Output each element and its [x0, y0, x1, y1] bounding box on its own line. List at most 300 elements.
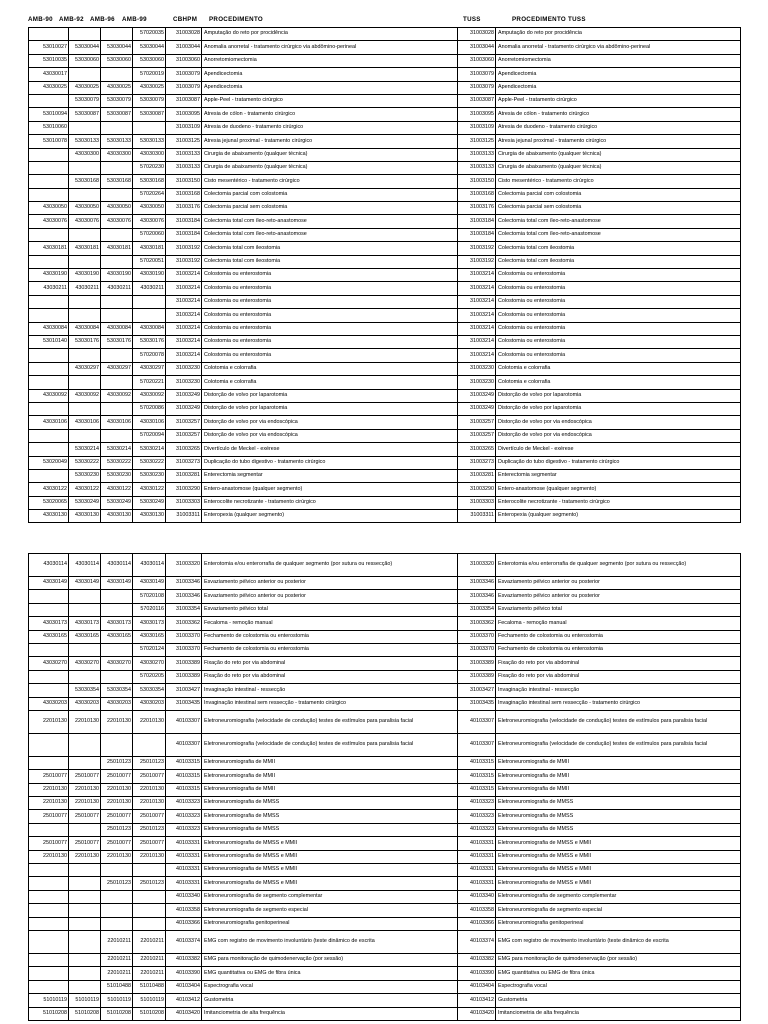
cbhpm-cell: 31003214 [166, 269, 202, 282]
amb90-cell: 43030211 [29, 282, 69, 295]
amb99-cell: 43030297 [133, 362, 166, 375]
table-row [29, 684, 741, 697]
procedimento-cell: Fixação do reto por via abdominal [202, 657, 458, 670]
amb96-cell: 43030297 [101, 362, 133, 375]
amb99-cell: 53030354 [133, 684, 166, 697]
amb99-cell: 53030044 [133, 41, 166, 54]
amb90-cell [29, 255, 69, 268]
procedimento-tuss-cell: Colostomia ou enterostomia [496, 335, 741, 348]
amb92-cell [69, 603, 101, 616]
amb90-cell: 53010078 [29, 135, 69, 148]
procedimento-cell: Eletroneuromiografia (velocidade de condução) testes de estímulos para paralisia facial [202, 733, 458, 756]
amb92-cell: 43030203 [69, 697, 101, 710]
procedimento-cell: Esvaziamento pélvico anterior ou posterior [202, 590, 458, 603]
amb92-cell: 43030106 [69, 416, 101, 429]
tuss-cell: 40103307 [458, 733, 496, 756]
amb90-cell: 43030114 [29, 554, 69, 577]
amb96-cell: 22010130 [101, 797, 133, 810]
cbhpm-cell: 40103315 [166, 770, 202, 783]
table-row [29, 215, 741, 228]
table-row [29, 94, 741, 107]
amb92-cell [69, 980, 101, 993]
tuss-cell: 40103315 [458, 783, 496, 796]
amb96-cell: 53030214 [101, 443, 133, 456]
amb96-cell: 53030222 [101, 456, 133, 469]
cbhpm-cell: 31003214 [166, 322, 202, 335]
amb90-cell: 22010130 [29, 710, 69, 733]
tuss-cell: 40103331 [458, 850, 496, 863]
amb90-cell: 53010140 [29, 335, 69, 348]
amb99-cell: 53030176 [133, 335, 166, 348]
procedimento-cell: Eletroneuromiografia de MMSS e MMII [202, 850, 458, 863]
tuss-cell: 31003303 [458, 496, 496, 509]
amb99-cell: 43030050 [133, 202, 166, 215]
amb96-cell: 53030079 [101, 94, 133, 107]
procedimento-tuss-cell: Enteropexia (qualquer segmento) [496, 510, 741, 523]
amb90-cell: 25010077 [29, 770, 69, 783]
amb90-cell [29, 877, 69, 890]
amb99-cell: 43030300 [133, 148, 166, 161]
table-row [29, 783, 741, 796]
amb90-cell [29, 890, 69, 903]
procedimento-tuss-cell: Colectomia parcial sem colostomia [496, 202, 741, 215]
amb90-cell [29, 967, 69, 980]
procedimento-tuss-cell: Eletroneuromiografia de MMSS [496, 810, 741, 823]
amb96-cell [101, 917, 133, 930]
amb90-cell [29, 94, 69, 107]
amb99-cell: 25010123 [133, 823, 166, 836]
amb90-cell [29, 175, 69, 188]
amb99-cell: 53030060 [133, 54, 166, 67]
cbhpm-cell: 31003249 [166, 402, 202, 415]
tuss-cell: 31003435 [458, 697, 496, 710]
procedimento-cell: Colostomia ou enterostomia [202, 282, 458, 295]
procedimento-cell: Divertículo de Meckel - exérese [202, 443, 458, 456]
amb92-cell [69, 402, 101, 415]
amb96-cell: 43030025 [101, 81, 133, 94]
amb92-cell: 25010077 [69, 837, 101, 850]
procedimento-tuss-cell: EMG para monitoração de quimodenervação (por sessão) [496, 953, 741, 966]
tuss-cell: 40103358 [458, 904, 496, 917]
cbhpm-cell: 40103315 [166, 756, 202, 769]
procedimento-tuss-cell: Amputação do reto por procidência [496, 28, 741, 41]
tuss-cell: 31003389 [458, 657, 496, 670]
procedimento-cell: Eletroneuromiografia de MMSS e MMII [202, 864, 458, 877]
tuss-cell: 31003249 [458, 389, 496, 402]
amb90-cell [29, 376, 69, 389]
amb92-cell: 53030168 [69, 175, 101, 188]
procedimento-cell: Distorção de volvo por laparotomia [202, 389, 458, 402]
amb96-cell [101, 68, 133, 81]
cbhpm-cell: 40103323 [166, 810, 202, 823]
table-row [29, 980, 741, 993]
tuss-cell: 31003265 [458, 443, 496, 456]
amb92-cell: 53030354 [69, 684, 101, 697]
procedimento-cell: EMG quantitativa ou EMG de fibra única [202, 967, 458, 980]
procedimento-tuss-cell: Eletroneuromiografia de MMSS e MMII [496, 877, 741, 890]
procedimento-cell: Eletroneuromiografia de MMSS e MMII [202, 877, 458, 890]
procedimento-cell: Apendicectomia [202, 81, 458, 94]
cbhpm-cell: 31003095 [166, 108, 202, 121]
amb96-cell [101, 255, 133, 268]
amb96-cell: 22010211 [101, 967, 133, 980]
tuss-cell: 31003311 [458, 510, 496, 523]
tuss-cell: 31003257 [458, 429, 496, 442]
procedimento-cell: Invaginação intestinal sem ressecção - tratamento cirúrgico [202, 697, 458, 710]
cbhpm-cell: 31003133 [166, 148, 202, 161]
table-row [29, 864, 741, 877]
amb92-cell [69, 188, 101, 201]
amb96-cell: 53030168 [101, 175, 133, 188]
amb96-cell: 25010077 [101, 770, 133, 783]
amb96-cell [101, 402, 133, 415]
amb92-cell [69, 121, 101, 134]
tuss-cell: 40103331 [458, 864, 496, 877]
amb96-cell: 53030044 [101, 41, 133, 54]
amb96-cell: 43030122 [101, 483, 133, 496]
procedimento-tuss-cell: Esvaziamento pélvico anterior ou posterior [496, 590, 741, 603]
procedimento-cell: Eletroneuromiografia de MMSS [202, 797, 458, 810]
amb92-cell: 43030297 [69, 362, 101, 375]
amb90-cell [29, 188, 69, 201]
procedimento-tuss-cell: Colotomia e colorrafia [496, 376, 741, 389]
cbhpm-cell: 40103382 [166, 953, 202, 966]
amb96-cell [101, 643, 133, 656]
amb96-cell: 25010123 [101, 877, 133, 890]
procedimento-tuss-cell: Fechamento de colostomia ou enterostomia [496, 630, 741, 643]
amb99-cell [133, 121, 166, 134]
procedimento-tuss-cell: Eletroneuromiografia de MMSS e MMII [496, 837, 741, 850]
procedimento-tuss-cell: Entero-anastomose (qualquer segmento) [496, 483, 741, 496]
amb90-cell [29, 590, 69, 603]
amb99-cell: 57020116 [133, 603, 166, 616]
amb92-cell [69, 376, 101, 389]
amb92-cell: 53030249 [69, 496, 101, 509]
procedimento-tuss-cell: Eletroneuromiografia de MMII [496, 783, 741, 796]
procedimento-cell: Distorção de volvo por laparotomia [202, 402, 458, 415]
tuss-cell: 31003192 [458, 255, 496, 268]
table-row [29, 282, 741, 295]
procedimento-cell: Cirurgia de abaixamento (qualquer técnica) [202, 161, 458, 174]
amb92-cell: 43030130 [69, 510, 101, 523]
amb96-cell [101, 890, 133, 903]
amb96-cell [101, 121, 133, 134]
tuss-cell: 31003133 [458, 148, 496, 161]
amb99-cell: 43030270 [133, 657, 166, 670]
amb90-cell [29, 930, 69, 953]
tuss-cell: 40103412 [458, 994, 496, 1007]
amb92-cell [69, 349, 101, 362]
amb99-cell [133, 864, 166, 877]
procedimento-cell: Enterocolite necrotizante - tratamento cirúrgico [202, 496, 458, 509]
procedimento-tuss-cell: Apendicectomia [496, 68, 741, 81]
amb90-cell [29, 603, 69, 616]
cbhpm-cell: 31003389 [166, 670, 202, 683]
cbhpm-cell: 31003370 [166, 643, 202, 656]
amb90-cell [29, 309, 69, 322]
procedimento-cell: Enteropexia (qualquer segmento) [202, 510, 458, 523]
procedimento-cell: Enterectomia segmentar [202, 469, 458, 482]
procedimento-cell: Fixação do reto por via abdominal [202, 670, 458, 683]
table-row [29, 890, 741, 903]
amb90-cell: 43030203 [29, 697, 69, 710]
amb92-cell: 53030044 [69, 41, 101, 54]
procedimento-tuss-cell: Espectrografia vocal [496, 980, 741, 993]
procedimento-cell: Atresia de cólon - tratamento cirúrgico [202, 108, 458, 121]
table-row [29, 228, 741, 241]
cbhpm-cell: 31003125 [166, 135, 202, 148]
procedimento-cell: Colotomia e colorrafia [202, 376, 458, 389]
cbhpm-cell: 31003389 [166, 657, 202, 670]
tuss-cell: 40103374 [458, 930, 496, 953]
amb99-cell: 22010211 [133, 930, 166, 953]
amb96-cell: 43030092 [101, 389, 133, 402]
table-row [29, 697, 741, 710]
amb92-cell [69, 255, 101, 268]
amb99-cell: 43030092 [133, 389, 166, 402]
amb90-cell [29, 469, 69, 482]
table-row [29, 590, 741, 603]
cbhpm-cell: 40103315 [166, 783, 202, 796]
amb96-cell: 43030181 [101, 242, 133, 255]
procedimento-tuss-cell: Colostomia ou enterostomia [496, 295, 741, 308]
table-row [29, 429, 741, 442]
tuss-cell: 31003362 [458, 617, 496, 630]
tuss-cell: 40103404 [458, 980, 496, 993]
procedimento-cell: Colostomia ou enterostomia [202, 349, 458, 362]
amb92-cell: 25010077 [69, 810, 101, 823]
amb99-cell: 43030203 [133, 697, 166, 710]
amb96-cell: 25010123 [101, 823, 133, 836]
tuss-cell: 31003125 [458, 135, 496, 148]
procedimento-tuss-cell: Colotomia e colorrafia [496, 362, 741, 375]
amb96-cell [101, 670, 133, 683]
cbhpm-cell: 31003281 [166, 469, 202, 482]
cbhpm-cell: 40103307 [166, 733, 202, 756]
cbhpm-cell: 31003346 [166, 590, 202, 603]
procedimento-cell: Esvaziamento pélvico anterior ou posterior [202, 577, 458, 590]
tuss-cell: 31003150 [458, 175, 496, 188]
procedimento-cell: Atresia jejunal proximal - tratamento cirúrgico [202, 135, 458, 148]
procedimento-tuss-cell: Eletroneuromiografia de MMII [496, 756, 741, 769]
amb92-cell: 22010130 [69, 797, 101, 810]
amb96-cell: 53030060 [101, 54, 133, 67]
amb99-cell: 57020060 [133, 228, 166, 241]
amb96-cell [101, 349, 133, 362]
amb99-cell: 57020108 [133, 590, 166, 603]
procedimento-cell: Espectrografia vocal [202, 980, 458, 993]
procedimento-cell: Colectomia parcial sem colostomia [202, 202, 458, 215]
procedimento-tuss-cell: Distorção de volvo por laparotomia [496, 402, 741, 415]
procedimento-cell: Gustometria [202, 994, 458, 1007]
cbhpm-cell: 31003303 [166, 496, 202, 509]
amb92-cell: 51010208 [69, 1007, 101, 1020]
tuss-cell: 40103323 [458, 823, 496, 836]
amb99-cell [133, 733, 166, 756]
amb92-cell [69, 643, 101, 656]
procedimento-tuss-cell: Imitanciometria de alta frequência [496, 1007, 741, 1020]
tuss-cell: 31003346 [458, 590, 496, 603]
amb90-cell: 22010130 [29, 783, 69, 796]
cbhpm-cell: 31003168 [166, 188, 202, 201]
amb90-cell: 43030025 [29, 81, 69, 94]
procedimento-cell: Colostomia ou enterostomia [202, 295, 458, 308]
procedimento-tuss-cell: Cirurgia de abaixamento (qualquer técnica) [496, 161, 741, 174]
amb90-cell: 43030017 [29, 68, 69, 81]
procedimento-tuss-cell: Eletroneuromiografia de MMSS [496, 823, 741, 836]
amb99-cell [133, 890, 166, 903]
amb96-cell: 25010077 [101, 837, 133, 850]
procedimento-cell: Colectomia total com ileostomia [202, 255, 458, 268]
tuss-cell: 31003214 [458, 322, 496, 335]
tuss-cell: 31003028 [458, 28, 496, 41]
procedimento-cell: Eletroneuromiografia de MMSS [202, 810, 458, 823]
cbhpm-cell: 31003060 [166, 54, 202, 67]
amb92-cell: 43030181 [69, 242, 101, 255]
amb90-cell: 43030122 [29, 483, 69, 496]
amb92-cell [69, 904, 101, 917]
amb92-cell: 43030092 [69, 389, 101, 402]
amb92-cell [69, 864, 101, 877]
cbhpm-cell: 31003087 [166, 94, 202, 107]
tuss-cell: 31003044 [458, 41, 496, 54]
table-row [29, 469, 741, 482]
tuss-cell: 40103366 [458, 917, 496, 930]
cbhpm-cell: 31003150 [166, 175, 202, 188]
header-amb92: AMB-92 [59, 16, 84, 23]
procedimento-cell: Apendicectomia [202, 68, 458, 81]
amb96-cell [101, 228, 133, 241]
amb96-cell [101, 188, 133, 201]
amb99-cell: 57020124 [133, 643, 166, 656]
procedimento-tuss-cell: Eletroneuromiografia genitoperineal [496, 917, 741, 930]
table-row [29, 904, 741, 917]
amb90-cell [29, 756, 69, 769]
amb99-cell: 53030133 [133, 135, 166, 148]
tuss-cell: 31003060 [458, 54, 496, 67]
amb92-cell [69, 930, 101, 953]
cbhpm-cell: 31003184 [166, 215, 202, 228]
table-row [29, 68, 741, 81]
amb90-cell: 51010119 [29, 994, 69, 1007]
amb99-cell: 57020051 [133, 255, 166, 268]
table-row [29, 148, 741, 161]
amb99-cell [133, 295, 166, 308]
tuss-cell: 31003095 [458, 108, 496, 121]
amb90-cell: 43030130 [29, 510, 69, 523]
amb99-cell: 22010130 [133, 797, 166, 810]
amb96-cell [101, 864, 133, 877]
amb96-cell: 43030300 [101, 148, 133, 161]
amb96-cell [101, 429, 133, 442]
cbhpm-cell: 31003079 [166, 68, 202, 81]
procedimento-tuss-cell: Eletroneuromiografia de MMII [496, 770, 741, 783]
amb92-cell: 53030133 [69, 135, 101, 148]
cbhpm-cell: 40103323 [166, 823, 202, 836]
header-amb90: AMB-90 [28, 16, 53, 23]
amb99-cell: 43030149 [133, 577, 166, 590]
amb99-cell: 43030025 [133, 81, 166, 94]
table-row [29, 269, 741, 282]
amb90-cell: 25010077 [29, 837, 69, 850]
procedimento-tuss-cell: Eletroneuromiografia (velocidade de condução) testes de estímulos para paralisia facial [496, 710, 741, 733]
tuss-cell: 40103331 [458, 837, 496, 850]
procedimento-cell: Distorção de volvo por via endoscópica [202, 416, 458, 429]
procedimento-tuss-cell: Fixação do reto por via abdominal [496, 657, 741, 670]
amb92-cell [69, 295, 101, 308]
cbhpm-cell: 31003230 [166, 376, 202, 389]
amb96-cell [101, 603, 133, 616]
amb92-cell: 43030270 [69, 657, 101, 670]
table-row [29, 295, 741, 308]
procedimento-tuss-cell: Distorção de volvo por via endoscópica [496, 429, 741, 442]
amb96-cell: 51010208 [101, 1007, 133, 1020]
table-row [29, 603, 741, 616]
table-row [29, 630, 741, 643]
table-row [29, 554, 741, 577]
amb96-cell: 51010488 [101, 980, 133, 993]
amb92-cell: 43030211 [69, 282, 101, 295]
procedimento-cell: Amputação do reto por procidência [202, 28, 458, 41]
amb96-cell [101, 28, 133, 41]
amb92-cell: 53030060 [69, 54, 101, 67]
amb96-cell: 53030354 [101, 684, 133, 697]
amb96-cell: 43030173 [101, 617, 133, 630]
procedimento-cell: Cirurgia de abaixamento (qualquer técnica) [202, 148, 458, 161]
procedimento-tuss-cell: Eletroneuromiografia de segmento complementar [496, 890, 741, 903]
amb99-cell: 53030249 [133, 496, 166, 509]
amb90-cell: 53010027 [29, 41, 69, 54]
amb92-cell [69, 670, 101, 683]
amb90-cell: 22010130 [29, 797, 69, 810]
table-row [29, 823, 741, 836]
procedimento-tuss-cell: Colectomia parcial com colostomia [496, 188, 741, 201]
tuss-cell: 31003230 [458, 362, 496, 375]
tuss-cell: 31003214 [458, 335, 496, 348]
table-row [29, 161, 741, 174]
amb90-cell [29, 904, 69, 917]
tuss-cell: 31003184 [458, 215, 496, 228]
amb92-cell: 43030122 [69, 483, 101, 496]
amb90-cell: 43030149 [29, 577, 69, 590]
amb96-cell: 25010077 [101, 810, 133, 823]
tuss-cell: 40103323 [458, 797, 496, 810]
amb99-cell: 22010130 [133, 850, 166, 863]
amb99-cell: 51010119 [133, 994, 166, 1007]
tuss-cell: 31003214 [458, 295, 496, 308]
procedimento-tuss-cell: EMG quantitativa ou EMG de fibra única [496, 967, 741, 980]
table-row [29, 797, 741, 810]
procedimento-cell: Atresia de duodeno - tratamento cirúrgico [202, 121, 458, 134]
procedimento-tuss-cell: Colectomia total com íleo-reto-anastomose [496, 228, 741, 241]
procedimento-cell: Eletroneuromiografia genitoperineal [202, 917, 458, 930]
amb99-cell: 57020078 [133, 349, 166, 362]
table-row [29, 617, 741, 630]
procedimento-cell: Eletroneuromiografia de MMSS [202, 823, 458, 836]
amb99-cell: 57020086 [133, 402, 166, 415]
table-row [29, 188, 741, 201]
tuss-cell: 31003079 [458, 81, 496, 94]
table-row [29, 657, 741, 670]
amb99-cell: 25010123 [133, 756, 166, 769]
tuss-cell: 31003168 [458, 188, 496, 201]
table-row [29, 28, 741, 41]
amb96-cell: 53030249 [101, 496, 133, 509]
cbhpm-cell: 31003257 [166, 429, 202, 442]
amb99-cell: 53030168 [133, 175, 166, 188]
cbhpm-cell: 31003370 [166, 630, 202, 643]
procedimento-cell: Entero-anastomose (qualquer segmento) [202, 483, 458, 496]
